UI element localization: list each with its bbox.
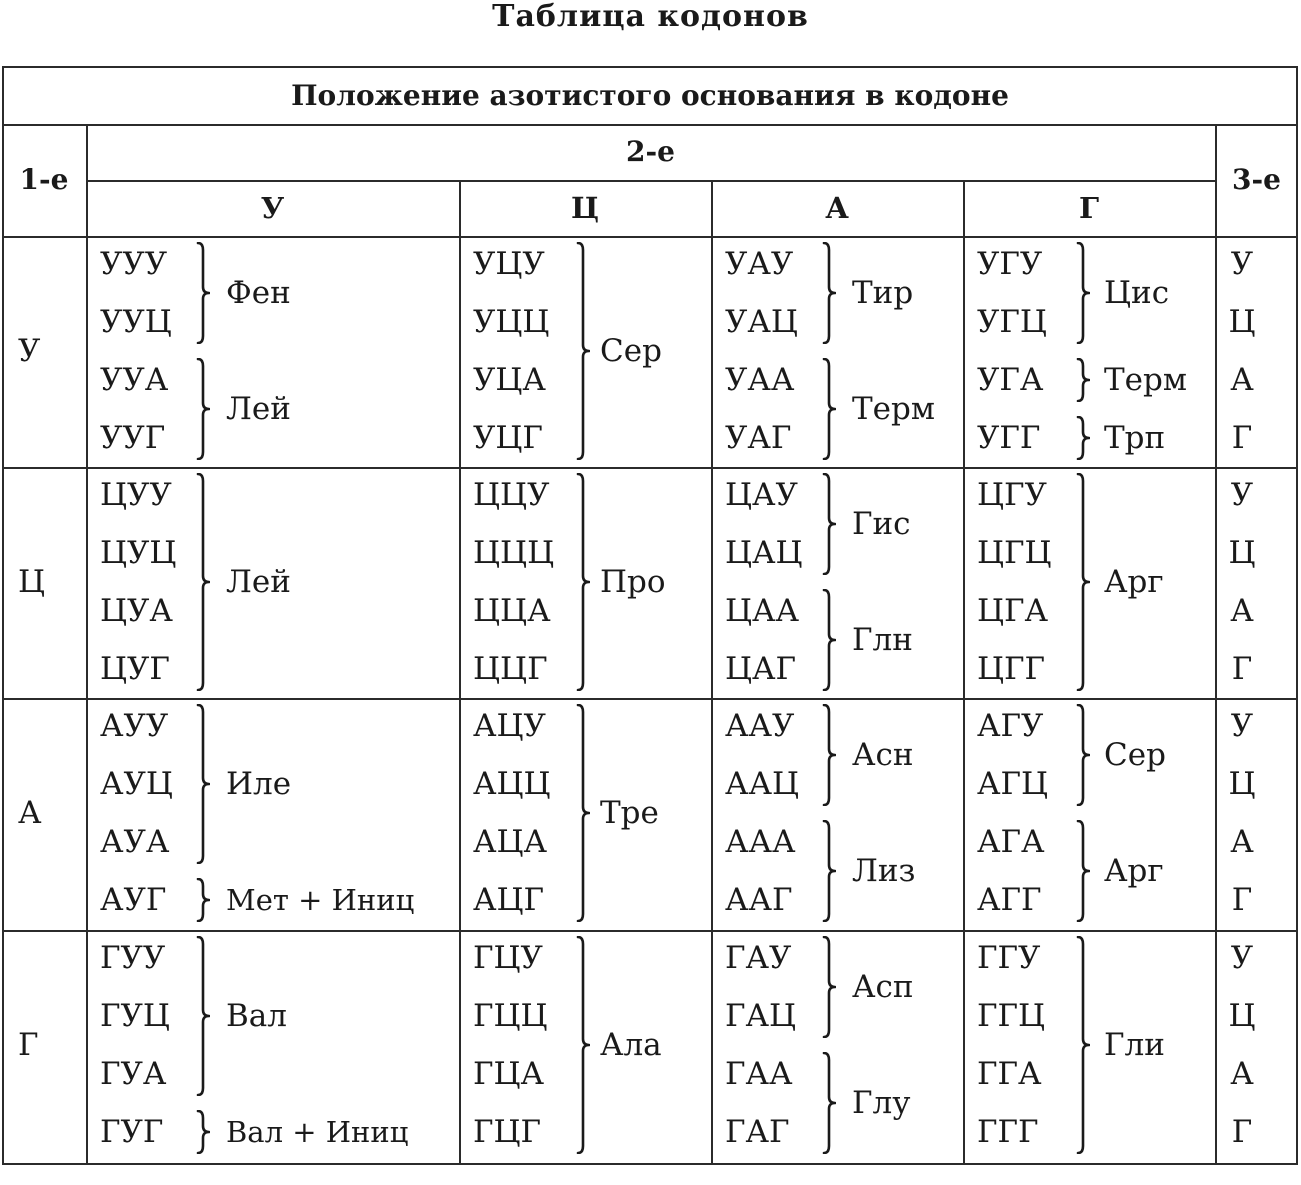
codon: ЦАГ [725,651,797,687]
curly-brace [1076,416,1090,460]
row-divider [2,698,1298,700]
first-base: Г [18,1027,39,1063]
amino-acid-label: Мет + Иниц [226,883,415,917]
curly-brace [576,936,590,1154]
codon: ЦЦА [473,593,551,629]
codon: АЦГ [473,882,545,918]
codon: АУЦ [100,766,173,802]
codon: УЦУ [473,246,545,282]
curly-brace [1076,358,1090,402]
codon: ЦГЦ [977,535,1052,571]
curly-brace [1076,242,1090,344]
codon: ГАЦ [725,998,797,1034]
curly-brace [1076,820,1090,922]
amino-acid-label: Арг [1104,564,1164,600]
amino-acid-label: Глн [852,622,913,658]
codon: ГГУ [977,940,1041,976]
row-divider [2,467,1298,469]
third-base: Ц [1228,535,1256,571]
amino-acid-label: Тир [852,275,914,311]
header-second-position: 2-е [626,135,675,168]
codon: ГУЦ [100,998,170,1034]
curly-brace [822,704,836,806]
header-main: Положение азотистого основания в кодоне [291,79,1009,112]
curly-brace [196,473,210,691]
amino-acid-label: Сер [600,333,662,369]
codon: АЦА [473,824,547,860]
codon: УУЦ [100,304,172,340]
amino-acid-label: Лей [226,564,291,600]
curly-brace [1076,704,1090,806]
header-third-position: 3-е [1232,163,1281,196]
codon: ЦУА [100,593,173,629]
codon: УАА [725,362,795,398]
header-second-base: А [825,191,849,225]
third-base: Г [1231,651,1253,687]
codon: ЦГУ [977,477,1047,513]
codon: УЦГ [473,420,543,456]
codon: ЦАА [725,593,799,629]
codon: ГГЦ [977,998,1046,1034]
column-divider [963,180,965,1163]
codon: УЦА [473,362,546,398]
codon: ЦЦУ [473,477,550,513]
first-base: А [18,795,42,831]
third-base: У [1230,246,1254,282]
amino-acid-label: Цис [1104,275,1170,311]
third-base: А [1230,824,1254,860]
amino-acid-label: Арг [1104,853,1164,889]
third-base: Ц [1228,304,1256,340]
codon: УЦЦ [473,304,550,340]
codon: ААЦ [725,766,799,802]
codon: ГАУ [725,940,792,976]
codon: УАГ [725,420,792,456]
amino-acid-label: Лей [226,391,291,427]
curly-brace [1076,936,1090,1154]
codon: ЦУГ [100,651,170,687]
curly-brace [196,936,210,1096]
curly-brace [576,473,590,691]
codon: УУА [100,362,169,398]
codon: ГГГ [977,1114,1039,1150]
curly-brace [576,704,590,922]
first-base: Ц [18,564,46,600]
codon: ГАА [725,1056,793,1092]
codon: ГЦУ [473,940,543,976]
amino-acid-label: Терм [1104,362,1187,398]
amino-acid-label: Иле [226,766,292,802]
codon: ЦАУ [725,477,798,513]
curly-brace [822,1052,836,1154]
codon: УГЦ [977,304,1047,340]
third-base: А [1230,362,1254,398]
table-border-bottom [2,1163,1298,1165]
codon: ГУУ [100,940,166,976]
curly-brace [196,1110,210,1154]
amino-acid-label: Трп [1104,420,1166,456]
third-base: А [1230,1056,1254,1092]
column-divider [459,180,461,1163]
codon: ЦАЦ [725,535,803,571]
codon: ГЦЦ [473,998,548,1034]
curly-brace [196,242,210,344]
amino-acid-label: Асп [852,969,914,1005]
header-first-position: 1-е [19,163,69,196]
third-base: Ц [1228,766,1256,802]
third-base: А [1230,593,1254,629]
curly-brace [196,704,210,864]
codon: ГЦГ [473,1114,542,1150]
amino-acid-label: Ала [600,1027,662,1063]
codon: УАУ [725,246,794,282]
curly-brace [1076,473,1090,691]
codon: ГАГ [725,1114,790,1150]
curly-brace [822,473,836,575]
codon: ГУА [100,1056,167,1092]
curly-brace [822,358,836,460]
page-title: Таблица кодонов [492,0,809,34]
codon: ЦГГ [977,651,1046,687]
codon: ГГА [977,1056,1042,1092]
curly-brace [822,820,836,922]
codon: АГЦ [977,766,1049,802]
amino-acid-label: Терм [852,391,935,427]
amino-acid-label: Лиз [852,853,916,889]
curly-brace [822,242,836,344]
curly-brace [822,936,836,1038]
codon: ЦЦГ [473,651,548,687]
codon: АУУ [100,708,169,744]
header-bottom-divider [2,236,1298,238]
curly-brace [822,589,836,691]
codon: УАЦ [725,304,798,340]
third-base: У [1230,708,1254,744]
amino-acid-label: Гис [852,506,911,542]
third-base: Ц [1228,998,1256,1034]
amino-acid-label: Глу [852,1085,911,1121]
codon: АУГ [100,882,167,918]
curly-brace [576,242,590,460]
codon: ГУГ [100,1114,164,1150]
first-base: У [18,333,41,369]
amino-acid-label: Асн [852,737,914,773]
codon: УУУ [100,246,168,282]
codon: ЦУЦ [100,535,177,571]
amino-acid-label: Вал + Иниц [226,1115,409,1149]
amino-acid-label: Вал [226,998,287,1034]
codon: АУА [100,824,170,860]
codon: АГГ [977,882,1042,918]
codon: УГА [977,362,1044,398]
curly-brace [196,878,210,922]
curly-brace [196,358,210,460]
column-divider-first [86,124,88,1163]
header-second-base: Ц [570,191,600,225]
amino-acid-label: Про [600,564,666,600]
column-divider [711,180,713,1163]
codon: АГУ [977,708,1044,744]
codon: УГУ [977,246,1043,282]
codon: ЦГА [977,593,1049,629]
amino-acid-label: Гли [1104,1027,1165,1063]
codon: ААА [725,824,796,860]
third-base: Г [1231,420,1253,456]
third-base: У [1230,940,1254,976]
codon: ААГ [725,882,793,918]
header-second-base: У [260,191,285,225]
amino-acid-label: Фен [226,275,291,311]
codon: УГГ [977,420,1041,456]
codon: АГА [977,824,1045,860]
amino-acid-label: Сер [1104,737,1166,773]
codon: ААУ [725,708,795,744]
third-base: Г [1231,1114,1253,1150]
codon: ГЦА [473,1056,545,1092]
codon: УУГ [100,420,166,456]
third-base: Г [1231,882,1253,918]
codon: ЦУУ [100,477,172,513]
third-base: У [1230,477,1254,513]
codon: ЦЦЦ [473,535,555,571]
codon: АЦЦ [473,766,551,802]
header-second-base: Г [1078,191,1100,225]
codon: АЦУ [473,708,546,744]
row-divider [2,930,1298,932]
amino-acid-label: Тре [600,795,659,831]
